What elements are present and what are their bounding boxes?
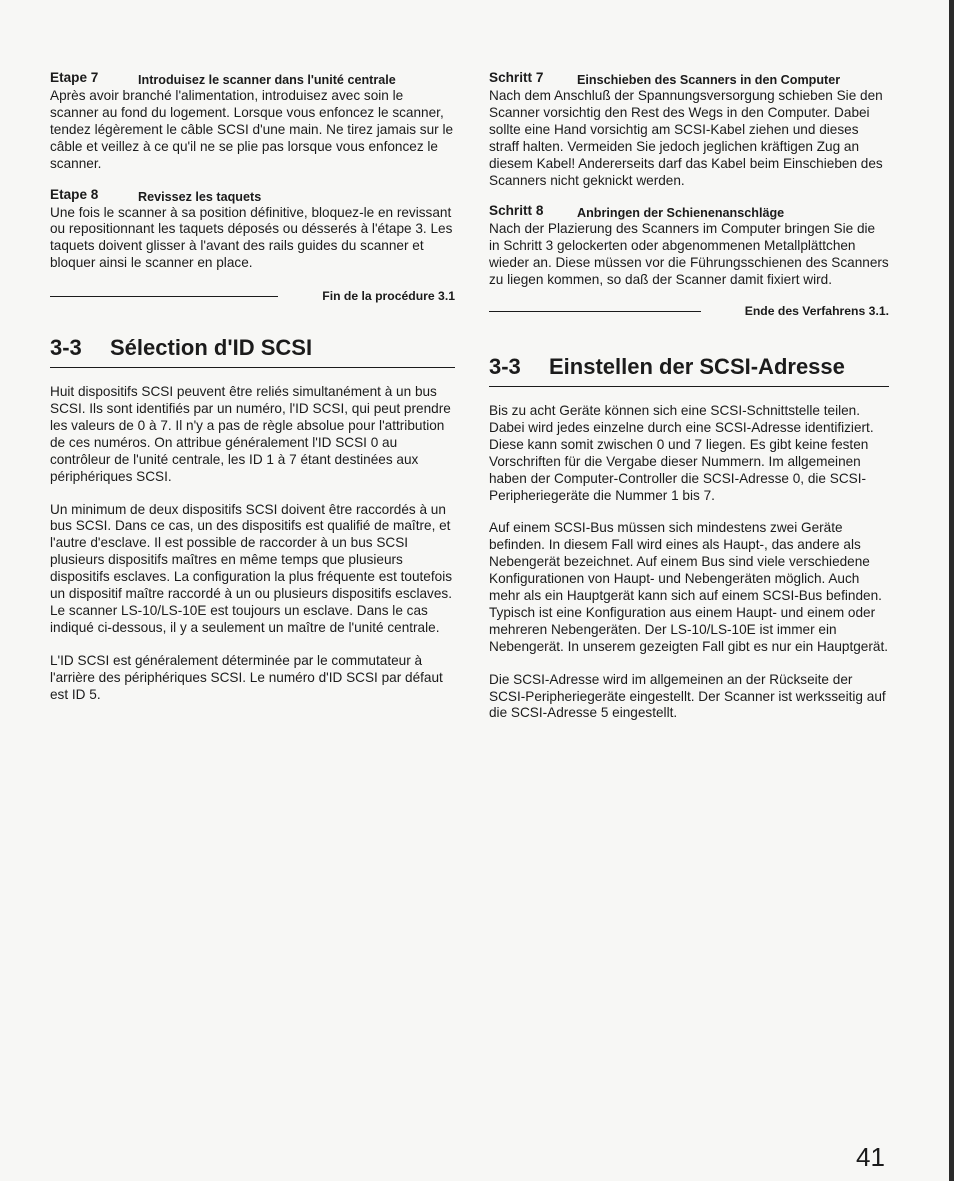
step-7-text-de: Nach dem Anschluß der Spannungsversorgung schieben Sie den Scanner vorsichtig den Rest des Wegs in den Computer. Dabei sollte eine Hand vorsichtig am SCSI-Kabel ziehen und dieses straff halten. Vermeiden Sie jedoch jeglichen kräftigen Zug an diesem Kabel! Andererseits darf das Kabel beim Einschieben des Scanners nicht geknickt werden.: [489, 88, 883, 188]
step-8-text-de: Nach der Plazierung des Scanners im Computer bringen Sie die in Schritt 3 gelockerten oder abgenommenen Metallplättchen wieder an. Diese müssen vor die Führungsschienen des Scanners zu liegen kommen, so daß der Scanner damit fixiert wird.: [489, 221, 889, 288]
scan-edge: [949, 0, 954, 1181]
step-7-heading-fr: [50, 70, 455, 88]
step-number: Schritt 7: [489, 70, 544, 85]
paragraph-2-fr: Un minimum de deux dispositifs SCSI doivent être raccordés à un bus SCSI. Dans ce cas, un des dispositifs est qualifié de maître, et l'autre d'esclave. Il est possible de raccorder à un bus SCSI plusieurs dispositifs maîtres en même temps que plusieurs dispositifs esclaves. La configuration la plus fréquente est toutefois un dispositif maître raccordé à un ou plusieurs dispositifs esclaves. Le scanner LS-10/LS-10E est toujours un esclave. Dans le cas indiqué ci-dessous, il y a seulement un maître de l'unité centrale.: [50, 501, 453, 635]
page-number: 41: [856, 1142, 885, 1172]
end-rule: [50, 296, 278, 297]
step-7-heading-de: [489, 70, 889, 88]
paragraph-3-de: Die SCSI-Adresse wird im allgemeinen an der Rückseite der SCSI-Peripheriegeräte eingestellt. Der Scanner ist werksseitig auf die SCSI-Adresse 5 eingestellt.: [489, 671, 886, 721]
step-number: Etape 7: [50, 70, 99, 85]
section-heading-de: [489, 354, 889, 387]
paragraph-3-fr: L'ID SCSI est généralement déterminée par le commutateur à l'arrière des périphériques SCSI. Le numéro d'ID SCSI par défaut est ID 5.: [50, 652, 443, 702]
step-number: Schritt 8: [489, 203, 544, 219]
paragraph-1-de: Bis zu acht Geräte können sich eine SCSI-Schnittstelle teilen. Dabei wird jedes einzelne durch eine SCSI-Adresse identifiziert. Diese kann somit zwischen 0 und 7 liegen. Es gibt keine festen Vorschriften für die Vergabe dieser Nummern. Im allgemeinen haben der Computer-Controller die SCSI-Adresse 0, die SCSI-Peripheriegeräte die Nummer 1 bis 7.: [489, 402, 874, 503]
procedure-end-label: Ende des Verfahrens 3.1.: [744, 304, 889, 319]
paragraph-2-de: Auf einem SCSI-Bus müssen sich mindestens zwei Geräte befinden. In diesem Fall wird eines als Haupt-, das andere als Nebengerät bezeichnet. Auf einem Bus sind viele verschiedene Konfigurationen von Haupt- und Nebengeräten möglich. Auch mehr als ein Hauptgerät kann sich auf einem SCSI-Bus befinden. Typisch ist eine Konfiguration aus einem Haupt- und einem oder mehreren Nebengeräten. Der LS-10/LS-10E ist immer ein Nebengerät. In unserem gezeigten Fall gibt es nur ein Hauptgerät.: [489, 520, 888, 654]
step-number: Etape 8: [50, 186, 99, 202]
procedure-end-label: Fin de la procédure 3.1: [322, 289, 455, 304]
end-rule: [489, 311, 701, 312]
section-heading-fr: [50, 335, 455, 368]
step-title: Introduisez le scanner dans l'unité centrale: [138, 73, 396, 87]
procedure-end-fr: [50, 288, 455, 305]
section-title: Einstellen der SCSI-Adresse: [549, 353, 845, 379]
section-title: Sélection d'ID SCSI: [110, 335, 313, 361]
step-7-text-fr: Après avoir branché l'alimentation, introduisez avec soin le scanner au fond du logement. Lorsque vous enfoncez le scanner, tendez légèrement le câble SCSI d'une main. Ne tirez jamais sur le câble et veillez à ce qu'il ne se plie pas lorsque vous enfoncez le scanner.: [50, 88, 454, 171]
procedure-end-de: [489, 303, 889, 320]
paragraph-1-fr: Huit dispositifs SCSI peuvent être reliés simultanément à un bus SCSI. Ils sont identifiés par un numéro, l'ID SCSI, qui peut prendre les valeurs de 0 à 7. Il n'y a pas de règle absolue pour l'attribution de ces numéros. On attribue généralement l'ID SCSI 0 au contrôleur de l'unité centrale, les ID 1 à 7 étant destinées aux périphériques SCSI.: [50, 384, 451, 484]
french-column: [50, 70, 455, 703]
step-title: Anbringen der Schienenanschläge: [577, 206, 785, 221]
section-number: 3-3: [50, 335, 82, 361]
section-number: 3-3: [489, 353, 521, 379]
step-8-heading-de: [489, 203, 889, 221]
step-8-text-fr: Une fois le scanner à sa position définitive, bloquez-le en revissant ou repositionnant les taquets déposés ou désserés à l'étape 3. Les taquets doivent glisser à l'avant des rails guides du scanner et bloquer ainsi le scanner en place.: [50, 204, 453, 271]
german-column: [489, 70, 889, 722]
step-title: Einschieben des Scanners in den Computer: [577, 73, 841, 87]
step-title: Revissez les taquets: [138, 189, 262, 204]
step-8-heading-fr: [50, 187, 455, 205]
